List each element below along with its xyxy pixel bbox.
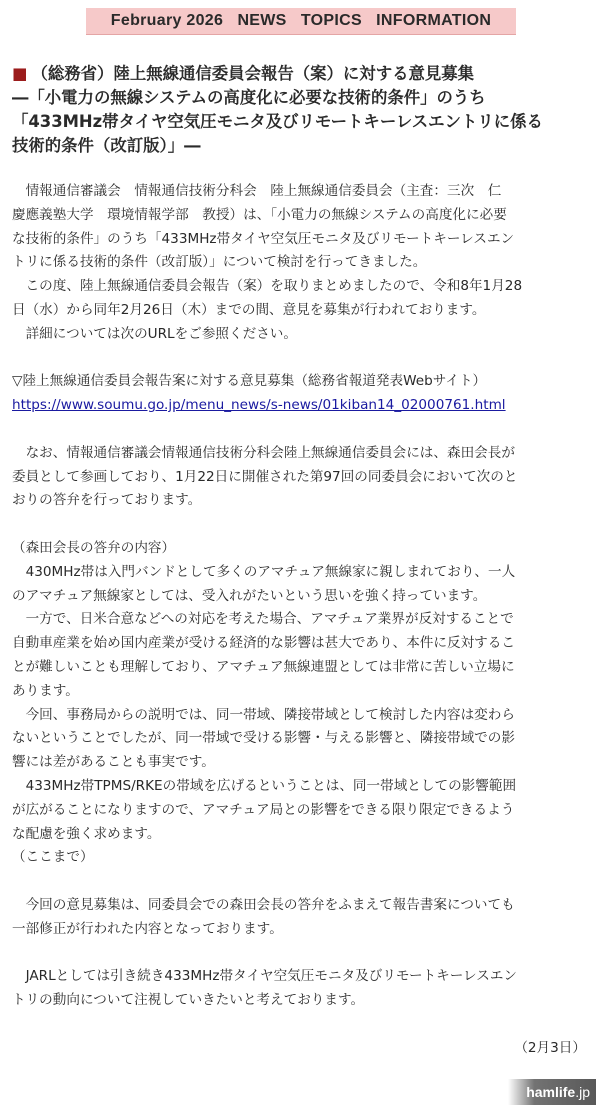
title-line-1: ■ （総務省）陸上無線通信委員会報告（案）に対する意見募集 bbox=[12, 64, 475, 83]
square-bullet-icon: ■ bbox=[12, 64, 28, 83]
hamlife-logo: hamlife.jp bbox=[508, 1079, 596, 1105]
soumu-news-link[interactable]: https://www.soumu.go.jp/menu_news/s-news/01kiban14_02000761.html bbox=[12, 397, 506, 414]
quote-paragraph-4: 433MHz帯TPMS/RKEの帯域を広げるということは、同一帯域としての影響範囲 が広がることになりますので、アマチュア局との影響をできる限り限定できるよう な配慮を強く求めます。 bbox=[12, 777, 517, 842]
title-line-3: 「433MHz帯タイヤ空気圧モニタ及びリモートキーレスエントリに係る bbox=[12, 112, 543, 131]
paragraph-details: 詳細については次のURLをご参照ください。 bbox=[25, 325, 297, 342]
article-body bbox=[12, 180, 592, 1060]
article-date: （2月3日） bbox=[514, 1039, 586, 1056]
quote-end: （ここまで） bbox=[12, 849, 94, 866]
paragraph-jarl: JARLとしては引き続き433MHz帯タイヤ空気圧モニタ及びリモートキーレスエン トリの動向について注視していきたいと考えております。 bbox=[12, 968, 518, 1009]
paragraph-intro: 情報通信審議会 情報通信技術分科会 陸上無線通信委員会（主査：三次 仁 慶應義塾大学 環境情報学部 教授）は、「小電力の無線システムの高度化に必要 な技術的条件」のうち「433MHz帯タイヤ空気圧モニタ及びリモートキーレスエン トリに係る技術的条件（改訂版）」について検討を行ってきました。 bbox=[12, 183, 515, 271]
header-bar bbox=[0, 0, 600, 40]
quote-paragraph-2: 一方で、日米合意などへの対応を考えた場合、アマチュア業界が反対することで 自動車産業を始め国内産業が受ける経済的な影響は甚大であり、本件に反対するこ とが難しいことも理解しており、アマチュア無線連盟としては非常に苦しい立場に あります。 bbox=[12, 611, 515, 699]
quote-heading: （森田会長の答弁の内容） bbox=[12, 539, 176, 556]
link-caption: ▽陸上無線通信委員会報告案に対する意見募集（総務省報道発表Webサイト） bbox=[12, 373, 487, 390]
paragraph-comment-period: この度、陸上無線通信委員会報告（案）を取りまとめましたので、令和8年1月28 日（水）から同年2月26日（木）までの間、意見を募集が行われております。 bbox=[12, 278, 523, 318]
paragraph-revision: 今回の意見募集は、同委員会での森田会長の答弁をふまえて報告書案についても 一部修正が行われた内容となっております。 bbox=[12, 896, 515, 937]
header-title: February 2026 NEWS TOPICS INFORMATION bbox=[86, 8, 516, 35]
quote-paragraph-3: 今回、事務局からの説明では、同一帯域、隣接帯域として検討した内容は変わら ないということでしたが、同一帯域で受ける影響・与える影響と、隣接帯域での影 響には差があることも事実です。 bbox=[12, 706, 515, 771]
article-title bbox=[12, 62, 592, 158]
quote-paragraph-1: 430MHz帯は入門バンドとして多くのアマチュア無線家に親しまれており、一人 のアマチュア無線家としては、受入れがたいという思いを強く持っています。 bbox=[12, 563, 516, 604]
title-line-2: ―「小電力の無線システムの高度化に必要な技術的条件」のうち bbox=[12, 88, 486, 107]
paragraph-morita-participation: なお、情報通信審議会情報通信技術分科会陸上無線通信委員会には、森田会長が 委員として参画しており、1月22日に開催された第97回の同委員会において次のと おりの答弁を行っております。 bbox=[12, 444, 518, 509]
title-line-4: 技術的条件（改訂版）」― bbox=[12, 136, 201, 155]
